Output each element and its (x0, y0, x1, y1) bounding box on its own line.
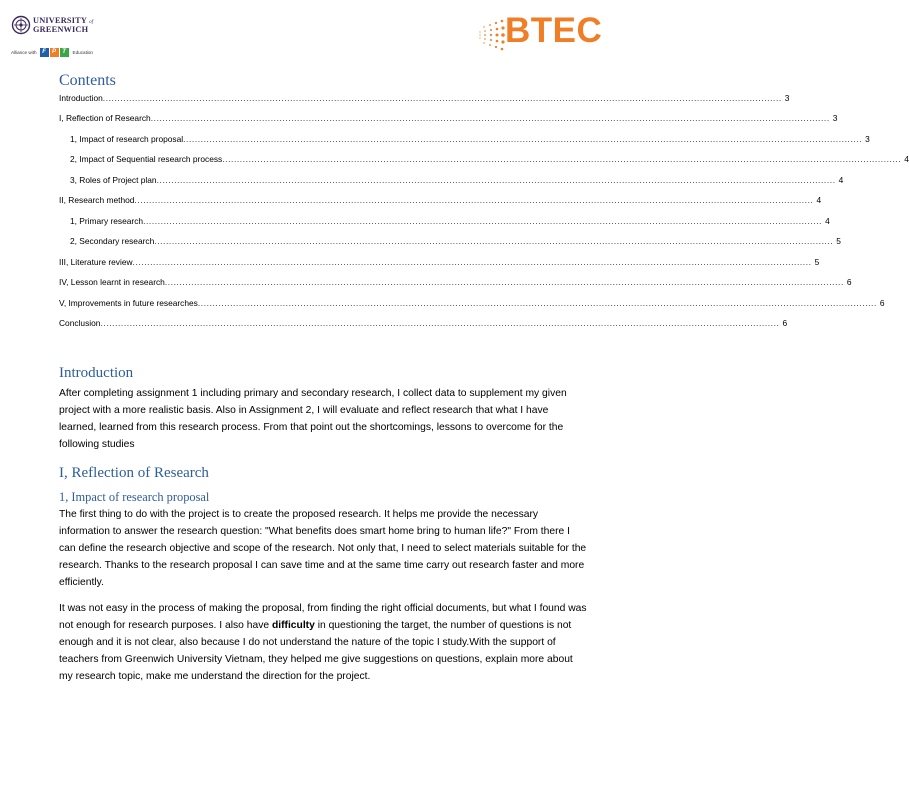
toc-entry-label: Introduction (59, 93, 103, 103)
page-header (0, 0, 612, 66)
para2-text-after: in questioning the target, the number of questions is not enough and it is not clear, also because I do not understand the nature of the topic I study.With the support of teachers from Greenwich University Vietnam, they helped me give suggestions on questions, explain more about my research topic, make me understand the direction for the project. (59, 620, 573, 682)
alliance-prefix: Alliance with (11, 50, 37, 55)
toc-entry[interactable] (70, 154, 909, 166)
toc-entry[interactable] (59, 298, 885, 310)
toc-entry-label: Conclusion (59, 318, 101, 328)
fpt-letter-p: P (50, 48, 59, 57)
toc-entry-label: III, Literature review (59, 257, 133, 267)
university-name-line1: UNIVERSITY of (33, 16, 94, 25)
toc-entry[interactable] (59, 277, 852, 289)
toc-leader: ........................................................................................................................................................................................................................................ (134, 195, 814, 205)
toc-leader: ........................................................................................................................................................................................................................................ (102, 93, 782, 103)
toc-entry-page: 4 (825, 216, 830, 226)
proposal-paragraph-1: The first thing to do with the project is to create the proposed research. It helps me provide the necessary information to answer the research question: "What benefits does smart home bring to human life?" From there I can define the research objective and scope of the research. Not only that, I need to select materials suitable for the research. Thanks to the research proposal I can save time and at the same time carry out research faster and more efficiently. (59, 509, 587, 588)
toc-entry-page: 4 (904, 154, 909, 164)
toc-entry-label: IV, Lesson learnt in research (59, 277, 165, 287)
toc-entry-page: 6 (879, 298, 885, 308)
contents-heading: Contents (59, 72, 116, 89)
btec-logo (478, 12, 604, 54)
toc-entry-page: 3 (784, 93, 790, 103)
toc-entry-page: 6 (846, 277, 852, 287)
greenwich-crest-icon (11, 15, 31, 35)
toc-entry[interactable] (70, 236, 841, 248)
introduction-heading: Introduction (59, 365, 134, 381)
toc-entry-label: V, Improvements in future researches (59, 298, 198, 308)
toc-leader: ........................................................................................................................................................................................................................................ (164, 277, 844, 287)
toc-leader: ........................................................................................................................................................................................................................................ (132, 257, 812, 267)
toc-entry[interactable] (59, 113, 838, 125)
alliance-suffix: Education (72, 50, 93, 55)
toc-entry[interactable] (59, 257, 820, 269)
toc-entry-page: 5 (836, 236, 841, 246)
toc-entry[interactable] (70, 134, 870, 146)
toc-leader: ........................................................................................................................................................................................................................................ (183, 134, 863, 144)
fpt-letter-t: T (60, 48, 69, 57)
para2-text-before: It was not easy in the process of making the proposal, from finding the right official documents, but what I found was not enough for research purposes. I also have (59, 603, 587, 631)
toc-leader: ........................................................................................................................................................................................................................................ (100, 318, 780, 328)
toc-entry-page: 6 (782, 318, 788, 328)
toc-entry[interactable] (70, 175, 844, 187)
toc-entry[interactable] (70, 216, 830, 228)
toc-entry-label: 1, Impact of research proposal (70, 134, 184, 144)
toc-entry-page: 4 (816, 195, 822, 205)
toc-leader: ........................................................................................................................................................................................................................................ (197, 298, 877, 308)
toc-entry-label: 3, Roles of Project plan (70, 175, 157, 185)
toc-entry-label: 1, Primary research (70, 216, 144, 226)
toc-entry-label: I, Reflection of Research (59, 113, 151, 123)
toc-entry[interactable] (59, 93, 790, 105)
alliance-with-fpt (11, 48, 93, 57)
fpt-logo (40, 48, 70, 57)
toc-entry-page: 3 (865, 134, 870, 144)
introduction-paragraph: After completing assignment 1 including primary and secondary research, I collect data to supplement my given project with a more realistic basis. Also in Assignment 2, I will evaluate and reflect research that what I have learned, learned from this research process. From that point out the shortcomings, lessons to overcome for the following studies (59, 388, 567, 450)
toc-entry[interactable] (59, 318, 788, 330)
fpt-letter-f: F (40, 48, 49, 57)
toc-leader: ........................................................................................................................................................................................................................................ (150, 113, 830, 123)
toc-entry-page: 4 (838, 175, 844, 185)
toc-entry-label: II, Research method (59, 195, 135, 205)
btec-wordmark: BTEC (505, 11, 603, 50)
university-name-line2: GREENWICH (33, 25, 89, 34)
toc-leader: ........................................................................................................................................................................................................................................ (154, 236, 834, 246)
toc-leader: ........................................................................................................................................................................................................................................ (143, 216, 823, 226)
para2-bold-word: difficulty (271, 620, 315, 631)
toc-entry-label: 2, Impact of Sequential research process (70, 154, 223, 164)
university-of-greenwich-logo (11, 14, 121, 64)
toc-leader: ........................................................................................................................................................................................................................................ (222, 154, 902, 164)
proposal-paragraph-2 (59, 600, 587, 685)
toc-entry-page: 5 (814, 257, 820, 267)
reflection-heading: I, Reflection of Research (59, 465, 209, 481)
btec-dots-icon (478, 17, 508, 53)
toc-entry[interactable] (59, 195, 822, 207)
toc-entry-label: 2, Secondary research (70, 236, 155, 246)
toc-entry-page: 3 (832, 113, 838, 123)
toc-leader: ........................................................................................................................................................................................................................................ (156, 175, 836, 185)
impact-proposal-subheading: 1, Impact of research proposal (59, 490, 210, 504)
